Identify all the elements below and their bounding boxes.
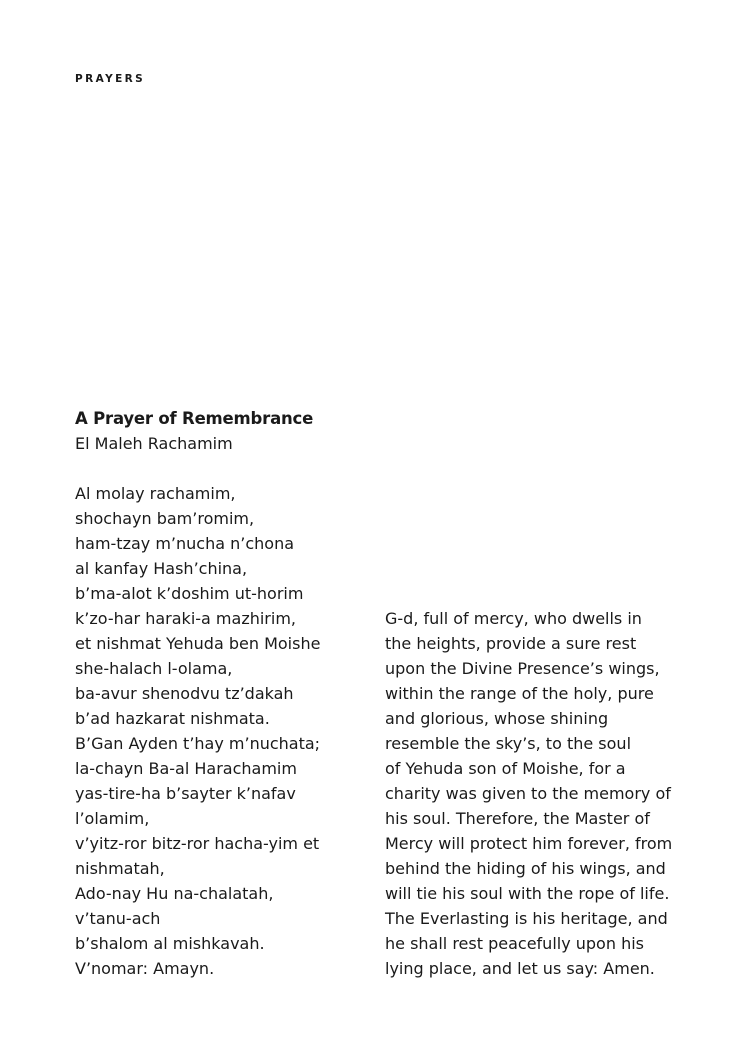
transliteration-line: b’ad hazkarat nishmata. xyxy=(75,709,270,728)
prayer-title: A Prayer of Remembrance xyxy=(75,409,314,428)
transliteration-line: ba-avur shenodvu tz’dakah xyxy=(75,684,294,703)
transliteration-line: k’zo-har haraki-a mazhirim, xyxy=(75,609,296,628)
translation-line: will tie his soul with the rope of life. xyxy=(385,884,670,903)
transliteration-line: Ado-nay Hu na-chalatah, xyxy=(75,884,274,903)
transliteration-line: yas-tire-ha b’sayter k’nafav xyxy=(75,784,296,803)
transliteration-line: Al molay rachamim, xyxy=(75,484,236,503)
transliteration-line: la-chayn Ba-al Harachamim xyxy=(75,759,297,778)
translation-line: behind the hiding of his wings, and xyxy=(385,859,666,878)
transliteration-line: b’shalom al mishkavah. xyxy=(75,934,265,953)
translation-line: charity was given to the memory of xyxy=(385,784,671,803)
transliteration-line: shochayn bam’romim, xyxy=(75,509,255,528)
transliteration-line: ham-tzay m’nucha n’chona xyxy=(75,534,295,553)
transliteration-line: l’olamim, xyxy=(75,809,150,828)
translation-column xyxy=(385,606,672,981)
transliteration-line: nishmatah, xyxy=(75,859,165,878)
transliteration-line: v’tanu-ach xyxy=(75,909,161,928)
transliteration-line: v’yitz-ror bitz-ror hacha-yim et xyxy=(75,834,320,853)
translation-line: his soul. Therefore, the Master of xyxy=(385,809,650,828)
transliteration-line: B’Gan Ayden t’hay m’nuchata; xyxy=(75,734,321,753)
translation-line: G-d, full of mercy, who dwells in xyxy=(385,609,642,628)
transliteration-line: she-halach l-olama, xyxy=(75,659,233,678)
prayer-subtitle: El Maleh Rachamim xyxy=(75,434,233,453)
translation-line: of Yehuda son of Moishe, for a xyxy=(385,759,626,778)
section-label: PRAYERS xyxy=(75,73,146,85)
translation-line: he shall rest peacefully upon his xyxy=(385,934,644,953)
transliteration-line: b’ma-alot k’doshim ut-horim xyxy=(75,584,304,603)
translation-line: lying place, and let us say: Amen. xyxy=(385,959,655,978)
translation-line: upon the Divine Presence’s wings, xyxy=(385,659,660,678)
translation-line: resemble the sky’s, to the soul xyxy=(385,734,632,753)
transliteration-line: et nishmat Yehuda ben Moishe xyxy=(75,634,321,653)
translation-line: the heights, provide a sure rest xyxy=(385,634,637,653)
transliteration-line: V’nomar: Amayn. xyxy=(75,959,215,978)
translation-line: within the range of the holy, pure xyxy=(385,684,654,703)
transliteration-column xyxy=(75,481,320,981)
transliteration-line: al kanfay Hash’china, xyxy=(75,559,248,578)
translation-line: Mercy will protect him forever, from xyxy=(385,834,673,853)
translation-line: The Everlasting is his heritage, and xyxy=(385,909,668,928)
translation-line: and glorious, whose shining xyxy=(385,709,609,728)
